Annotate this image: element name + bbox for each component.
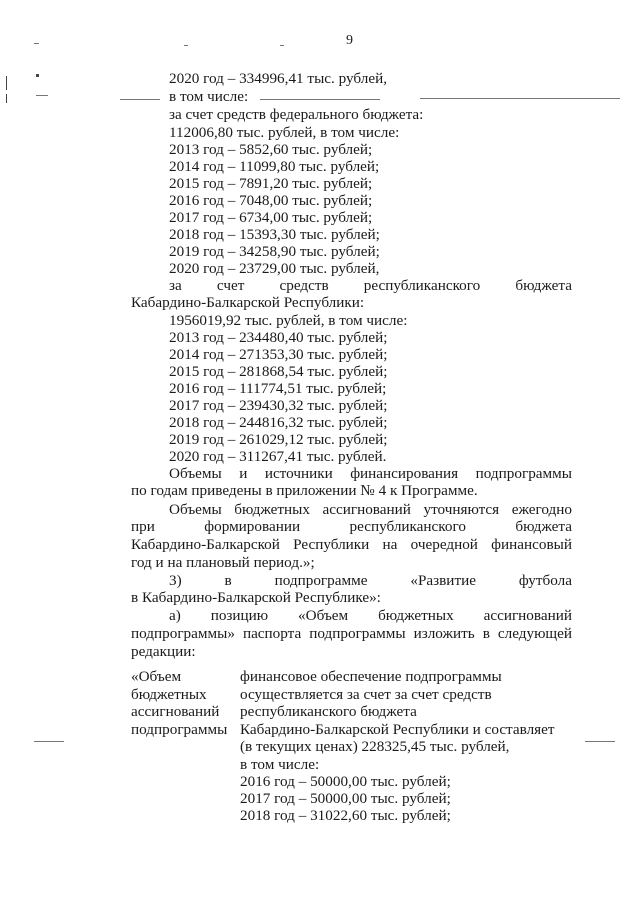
text-line: 2020 год – 23729,00 тыс. рублей, (169, 260, 380, 277)
word: средств (279, 277, 329, 294)
passport-label-line: «Объем (131, 668, 182, 685)
word: подпрограмме (274, 572, 368, 589)
scan-dash-row-4 (420, 98, 620, 99)
word: «Развитие (410, 572, 476, 589)
text-line-justified (131, 518, 572, 535)
word: подпрограммы» (131, 625, 235, 642)
passport-text-line: Кабардино-Балкарской Республики и составляет (240, 721, 555, 738)
text-line: 2013 год – 234480,40 тыс. рублей; (169, 329, 388, 346)
word: «Объем (298, 607, 349, 624)
word: 3) (169, 572, 182, 589)
word: счет (216, 277, 245, 294)
page-number: 9 (346, 33, 353, 48)
scan-dash-row-1 (36, 95, 48, 96)
text-line-justified (131, 536, 572, 553)
text-line: 2016 год – 111774,51 тыс. рублей; (169, 380, 387, 397)
passport-label-line: бюджетных (131, 686, 207, 703)
text-line: 2015 год – 7891,20 тыс. рублей; (169, 175, 373, 192)
scan-mark-left-1 (6, 76, 7, 90)
word: Объемы (169, 465, 222, 482)
text-line: редакции: (131, 643, 196, 660)
passport-label-line: ассигнований (131, 703, 220, 720)
text-line-justified (131, 625, 572, 642)
word: финансовый (491, 536, 572, 553)
text-line: 2019 год – 34258,90 тыс. рублей; (169, 243, 380, 260)
text-line: 2016 год – 7048,00 тыс. рублей; (169, 192, 373, 209)
word: уточняются (423, 501, 500, 518)
text-line: 2015 год – 281868,54 тыс. рублей; (169, 363, 388, 380)
passport-text-line: в том числе: (240, 756, 320, 773)
word: бюджета (515, 277, 572, 294)
text-line-justified (169, 501, 572, 518)
text-line-justified (169, 572, 572, 589)
word: Кабардино-Балкарской (131, 536, 280, 553)
text-line: 2017 год – 239430,32 тыс. рублей; (169, 397, 388, 414)
word: ассигнований (483, 607, 572, 624)
text-line: 2018 год – 244816,32 тыс. рублей; (169, 414, 388, 431)
text-line: 2020 год – 334996,41 тыс. рублей, (169, 70, 387, 87)
word: финансирования (350, 465, 459, 482)
passport-label-line: подпрограммы (131, 721, 228, 738)
word: Республики (293, 536, 370, 553)
word: и (239, 465, 248, 482)
passport-text-line: 2017 год – 50000,00 тыс. рублей; (240, 790, 451, 807)
word: за (169, 277, 182, 294)
word: бюджета (515, 518, 572, 535)
word: в (482, 625, 490, 642)
word: следующей (497, 625, 572, 642)
word: формировании (204, 518, 301, 535)
passport-text-line: (в текущих ценах) 228325,45 тыс. рублей, (240, 738, 510, 755)
text-line: за счет средств федерального бюджета: (169, 106, 424, 123)
text-line: 2014 год – 11099,80 тыс. рублей; (169, 158, 380, 175)
passport-text-line: финансовое обеспечение подпрограммы (240, 668, 502, 685)
scan-dash-row-5 (34, 741, 64, 742)
text-line: 1956019,92 тыс. рублей, в том числе: (169, 312, 408, 329)
scan-dash-row-3 (260, 99, 380, 100)
text-line: 2020 год – 311267,41 тыс. рублей. (169, 448, 387, 465)
word: подпрограммы (309, 625, 406, 642)
word: бюджетных (378, 607, 454, 624)
text-line: 2018 год – 15393,30 тыс. рублей; (169, 226, 380, 243)
word: изложить (413, 625, 475, 642)
text-line: 2017 год – 6734,00 тыс. рублей; (169, 209, 373, 226)
word: республиканского (363, 277, 481, 294)
scan-mark-left-2 (6, 94, 7, 103)
passport-text-line: осуществляется за счет за счет средств (240, 686, 492, 703)
word: а) (169, 607, 181, 624)
scan-dash-row-2 (120, 99, 160, 100)
word: подпрограммы (475, 465, 572, 482)
text-line: 2019 год – 261029,12 тыс. рублей; (169, 431, 388, 448)
scan-dash-top-2 (184, 45, 188, 46)
scan-mark-left-3 (36, 74, 39, 77)
word: бюджетных (234, 501, 310, 518)
word: паспорта (242, 625, 302, 642)
text-line: 2013 год – 5852,60 тыс. рублей; (169, 141, 373, 158)
word: ежегодно (511, 501, 572, 518)
text-line: 2014 год – 271353,30 тыс. рублей; (169, 346, 388, 363)
text-line: 112006,80 тыс. рублей, в том числе: (169, 124, 400, 141)
word: в (224, 572, 232, 589)
scan-dash-top-3 (280, 45, 284, 46)
text-line-justified (169, 465, 572, 482)
word: очередной (410, 536, 478, 553)
word: позицию (210, 607, 269, 624)
scan-dash-row-6 (585, 741, 615, 742)
word: футбола (518, 572, 572, 589)
word: республиканского (349, 518, 466, 535)
passport-text-line: республиканского бюджета (240, 703, 417, 720)
word: источники (264, 465, 333, 482)
text-line: в том числе: (169, 88, 249, 105)
text-line: Кабардино-Балкарской Республики: (131, 294, 365, 311)
passport-text-line: 2016 год – 50000,00 тыс. рублей; (240, 773, 451, 790)
word: Объемы (169, 501, 222, 518)
text-line-justified (169, 607, 572, 624)
text-line: по годам приведены в приложении № 4 к Программе. (131, 482, 478, 499)
word: ассигнований (322, 501, 411, 518)
text-line-justified (169, 277, 572, 294)
word: на (382, 536, 398, 553)
text-line: в Кабардино-Балкарской Республике»: (131, 589, 381, 606)
text-line: год и на плановый период.»; (131, 554, 315, 571)
passport-text-line: 2018 год – 31022,60 тыс. рублей; (240, 807, 451, 824)
word: при (131, 518, 155, 535)
scan-dash-top-1 (34, 43, 39, 44)
